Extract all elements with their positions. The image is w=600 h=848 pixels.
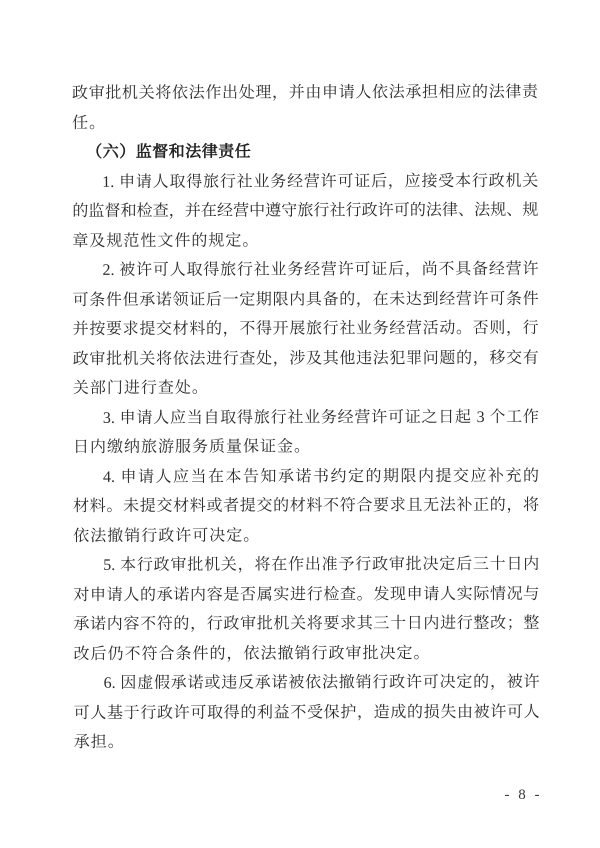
text-line: 承担。 (73, 733, 125, 751)
text-line: 可条件但承诺领证后一定期限内具备的，在未达到经营许可条件 (72, 290, 539, 309)
text-line: 关部门进行查处。 (72, 379, 209, 397)
text-line: 1. 申请人取得旅行社业务经营许可证后，应接受本行政机关 (102, 172, 539, 191)
text-line: 依法撤销行政许可决定。 (73, 527, 261, 545)
document-body (72, 78, 540, 758)
text-line: 3. 申请人应当自取得旅行社业务经营许可证之日起 3 个工作 (102, 408, 539, 427)
page-number: - 8 - (504, 787, 542, 803)
text-line: 改后仍不符合条件的，依法撤销行政审批决定。 (73, 644, 431, 663)
text-line: 政审批机关将依法作出处理，并由申请人依法承担相应的法律责 (72, 83, 539, 102)
text-line: 并按要求提交材料的，不得开展旅行社业务经营活动。否则，行 (72, 319, 539, 338)
text-line: 日内缴纳旅游服务质量保证金。 (72, 438, 312, 456)
text-line: 可人基于行政许可取得的利益不受保护，造成的损失由被许可人 (73, 703, 540, 722)
text-line: 4. 申请人应当在本告知承诺书约定的期限内提交应补充的 (103, 467, 540, 486)
text-line: 承诺内容不符的，行政审批机关将要求其三十日内进行整改；整 (73, 614, 540, 633)
text-line: 章及规范性文件的规定。 (72, 232, 260, 250)
text-line: 5. 本行政审批机关，将在作出准予行政审批决定后三十日内 (103, 555, 540, 574)
text-line: 的监督和检查，并在经营中遵守旅行社行政许可的法律、法规、规 (72, 201, 539, 220)
text-line: 对申请人的承诺内容是否属实进行检查。发现申请人实际情况与 (73, 585, 540, 604)
text-line: 政审批机关将依法进行查处，涉及其他违法犯罪问题的，移交有 (72, 349, 539, 368)
section-heading: （六）监督和法律责任 (86, 143, 252, 161)
text-line: 任。 (72, 114, 107, 132)
text-line: 材料。未提交材料或者提交的材料不符合要求且无法补正的，将 (73, 496, 540, 515)
text-line: 6. 因虚假承诺或违反承诺被依法撤销行政许可决定的，被许 (103, 673, 540, 692)
text-line: 2. 被许可人取得旅行社业务经营许可证后，尚不具备经营许 (102, 260, 539, 279)
